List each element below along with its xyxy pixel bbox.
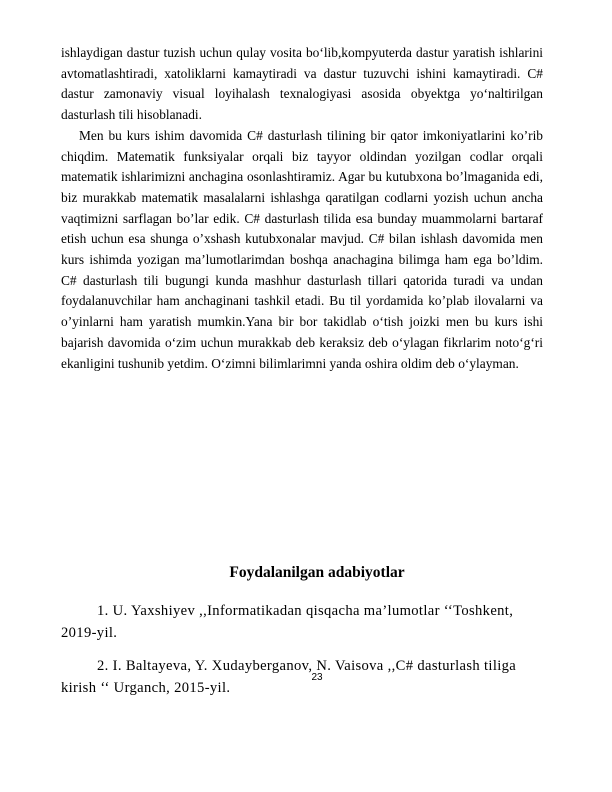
paragraph-2: Men bu kurs ishim davomida C# dasturlash tilining bir qator imkoniyatlarini ko’rib chiqdim. Matematik funksiyalar orqali biz tayyor oldindan yozilgan codlar orqali matematik ishlarimizni anchagina osonlashtiramiz. Agar bu kutubxona bo’lmaganida edi, biz murakkab matematik masalalarni ishlashga qaratilgan codlarni yozish uchun ancha vaqtimizni sarflagan bo’lar edik. C# dasturlash tilida esa bunday muammolarni bartaraf etish uchun esa shunga o’xshash kutubxonalar mavjud. C# bilan ishlash davomida men kurs ishimda yozigan ma’lumotlarimdan boshqa anachagina bilimga ham ega bo’ldim. C# dasturlash tili bugungi kunda mashhur dasturlash tillari qatorida turadi va undan foydalanuvchilar ham anchaginani tashkil etadi. Bu til yordamida ko’plab ilovalarni va o’yinlarni ham yaratish mumkin.Yana bir bor takidlab o‘tish joizki men bu kurs ishi bajarish davomida o‘zim uchun murakkab deb keraksiz deb o‘ylagan fikrlarim noto‘g‘ri ekanligini tushunib yetdim. O‘zimni bilimlarimni yanda oshira oldim deb o‘ylayman. xyxy=(61,127,543,371)
reference-item-1: 1. U. Yaxshiyev ,,Informatikadan qisqacha ma’lumotlar ‘‘Toshkent, 2019-yil. xyxy=(61,603,514,641)
body-text xyxy=(61,43,543,374)
references-heading: Foydalanilgan adabiyotlar xyxy=(229,564,405,581)
paragraph-1: ishlaydigan dastur tuzish uchun qulay vosita bo‘lib,kompyuterda dastur yaratish ishlarini avtomatlashtiradi, xatoliklarni kamaytiradi va dastur tuzuvchi ishini kamaytiradi. C# dastur zamonaviy visual loyihalash texnalogiyasi asosida obyektga yo‘naltirilgan dasturlash tili hisoblanadi. xyxy=(61,45,543,123)
reference-item-2: 2. I. Baltayeva, Y. Xudayberganov, N. Vaisova ,,C# dasturlash tiliga kirish ‘‘ Urganch, 2015-yil. xyxy=(61,658,517,696)
references-list xyxy=(61,600,543,710)
page-number: 23 xyxy=(311,672,323,683)
